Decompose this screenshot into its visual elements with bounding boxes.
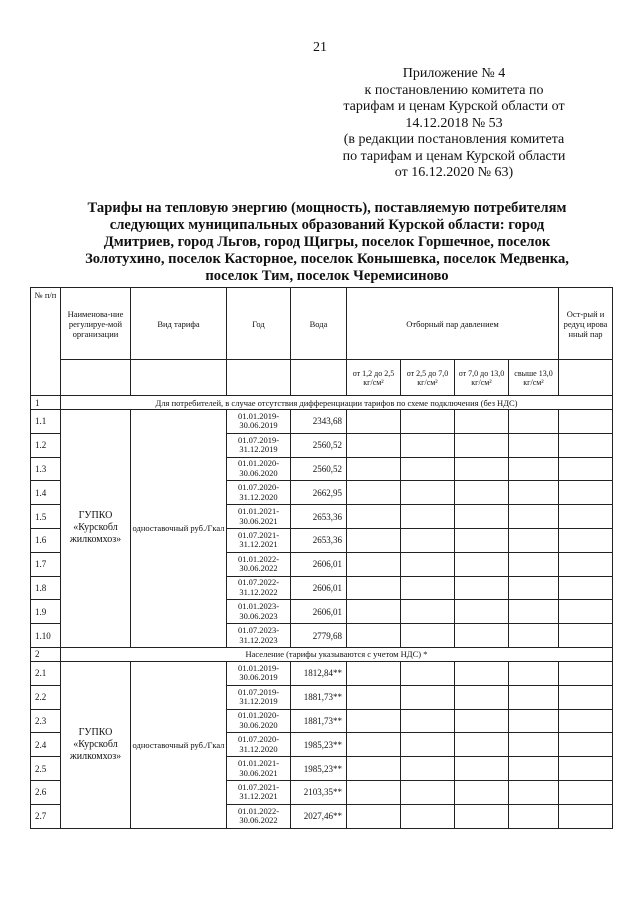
empty-cell [559,709,613,733]
water-tariff-value: 1881,73** [291,685,347,709]
row-number: 2.2 [31,685,61,709]
water-tariff-value: 2779,68 [291,624,347,648]
empty-cell [559,804,613,828]
tariff-period: 01.01.2021-30.06.2021 [227,757,291,781]
empty-cell [401,481,455,505]
empty-cell [455,552,509,576]
row-number: 2.6 [31,780,61,804]
empty-cell [401,552,455,576]
tariff-period: 01.07.2019-31.12.2019 [227,433,291,457]
title-line: поселок Тим, поселок Черемисиново [205,268,449,284]
empty-cell [401,661,455,685]
row-number: 1.8 [31,576,61,600]
water-tariff-value: 2027,46** [291,804,347,828]
tariffs-table [30,287,613,829]
water-tariff-value: 2606,01 [291,552,347,576]
empty-cell [455,733,509,757]
empty-cell [559,624,613,648]
tariff-period: 01.01.2022-30.06.2022 [227,552,291,576]
empty-cell [509,552,559,576]
row-number: 1.2 [31,433,61,457]
empty-cell [509,709,559,733]
empty-cell [455,757,509,781]
empty-cell [509,757,559,781]
empty-cell [401,733,455,757]
empty-cell [347,685,401,709]
water-tariff-value: 2606,01 [291,600,347,624]
empty-cell [509,685,559,709]
row-number: 1.7 [31,552,61,576]
title-line: Золотухино, поселок Касторное, поселок Конышевка, поселок Медвенка, [85,251,569,267]
title-line: Тарифы на тепловую энергию (мощность), поставляемую потребителям [87,200,567,216]
empty-cell [347,733,401,757]
section-title: Для потребителей, в случае отсутствия дифференциации тарифов по схеме подключения (без НДС) [61,396,613,410]
empty-cell [455,576,509,600]
empty-cell [509,457,559,481]
empty-cell [347,624,401,648]
empty-cell [559,685,613,709]
header-blank [61,360,131,396]
empty-cell [509,505,559,529]
water-tariff-value: 2606,01 [291,576,347,600]
header-blank [291,360,347,396]
empty-cell [347,505,401,529]
water-tariff-value: 2653,36 [291,505,347,529]
header-sharp-steam: Ост-рый и редуц ирова нный пар [559,288,613,360]
water-tariff-value: 2103,35** [291,780,347,804]
empty-cell [509,410,559,434]
empty-cell [401,528,455,552]
header-pressure-3: от 7,0 до 13,0 кг/см² [455,360,509,396]
table-row [31,410,613,434]
water-tariff-value: 2343,68 [291,410,347,434]
organization-name: ГУПКО «Курскобл жилкомхоз» [61,661,131,828]
empty-cell [509,576,559,600]
empty-cell [559,661,613,685]
section-title: Население (тарифы указываются с учетом НДС) * [61,647,613,661]
tariff-period: 01.07.2021-31.12.2021 [227,780,291,804]
water-tariff-value: 2560,52 [291,457,347,481]
tariff-period: 01.07.2019-31.12.2019 [227,685,291,709]
empty-cell [455,528,509,552]
empty-cell [347,780,401,804]
empty-cell [455,600,509,624]
empty-cell [455,804,509,828]
empty-cell [509,804,559,828]
empty-cell [559,433,613,457]
appendix-header [318,66,590,182]
section-row [31,396,613,410]
tariff-type: одноставочный руб./Гкал [131,410,227,648]
row-number: 1.10 [31,624,61,648]
header-subrow [31,360,613,396]
empty-cell [455,505,509,529]
row-number: 1.5 [31,505,61,529]
empty-cell [401,757,455,781]
empty-cell [559,757,613,781]
empty-cell [455,661,509,685]
empty-cell [401,457,455,481]
water-tariff-value: 1985,23** [291,757,347,781]
empty-cell [347,552,401,576]
organization-name: ГУПКО «Курскобл жилкомхоз» [61,410,131,648]
empty-cell [347,576,401,600]
empty-cell [455,433,509,457]
tariff-period: 01.01.2019-30.06.2019 [227,410,291,434]
empty-cell [509,624,559,648]
empty-cell [347,709,401,733]
empty-cell [509,780,559,804]
empty-cell [455,410,509,434]
empty-cell [559,505,613,529]
appendix-line: 14.12.2018 № 53 [405,115,503,131]
empty-cell [347,661,401,685]
water-tariff-value: 2560,52 [291,433,347,457]
row-number: 1.3 [31,457,61,481]
page-number: 21 [313,40,327,55]
tariff-period: 01.01.2020-30.06.2020 [227,709,291,733]
header-steam: Отборный пар давлением [347,288,559,360]
tariff-period: 01.07.2023-31.12.2023 [227,624,291,648]
tariff-period: 01.01.2021-30.06.2021 [227,505,291,529]
empty-cell [509,433,559,457]
header-blank [227,360,291,396]
empty-cell [559,481,613,505]
empty-cell [509,600,559,624]
empty-cell [509,661,559,685]
empty-cell [455,780,509,804]
section-row [31,647,613,661]
empty-cell [509,733,559,757]
empty-cell [559,552,613,576]
appendix-line: по тарифам и ценам Курской области [342,148,566,164]
empty-cell [559,600,613,624]
row-number: 1.6 [31,528,61,552]
empty-cell [401,576,455,600]
tariff-period: 01.01.2019-30.06.2019 [227,661,291,685]
header-year: Год [227,288,291,360]
header-pressure-1: от 1,2 до 2,5 кг/см² [347,360,401,396]
section-number: 2 [31,647,61,661]
header-num: № п/п [31,288,61,396]
empty-cell [347,433,401,457]
header-row [31,288,613,360]
empty-cell [559,410,613,434]
header-blank [131,360,227,396]
table-row [31,661,613,685]
tariff-period: 01.07.2020-31.12.2020 [227,481,291,505]
appendix-line: тарифам и ценам Курской области от [343,99,565,114]
empty-cell [455,457,509,481]
empty-cell [455,685,509,709]
appendix-line: от 16.12.2020 № 63) [394,165,514,180]
empty-cell [559,733,613,757]
empty-cell [401,410,455,434]
empty-cell [401,600,455,624]
empty-cell [401,505,455,529]
water-tariff-value: 1881,73** [291,709,347,733]
empty-cell [401,804,455,828]
tariff-period: 01.07.2021-31.12.2021 [227,528,291,552]
empty-cell [347,528,401,552]
header-org: Наименова-ние регулируе-мой организации [61,288,131,360]
empty-cell [509,481,559,505]
water-tariff-value: 1985,23** [291,733,347,757]
empty-cell [347,457,401,481]
appendix-line: (в редакции постановления комитета [343,132,565,147]
section-number: 1 [31,396,61,410]
tariff-period: 01.01.2023-30.06.2023 [227,600,291,624]
empty-cell [347,804,401,828]
empty-cell [509,528,559,552]
row-number: 1.1 [31,410,61,434]
empty-cell [401,433,455,457]
row-number: 1.9 [31,600,61,624]
header-water: Вода [291,288,347,360]
empty-cell [559,528,613,552]
row-number: 2.4 [31,733,61,757]
tariff-type: одноставочный руб./Гкал [131,661,227,828]
row-number: 1.4 [31,481,61,505]
empty-cell [401,780,455,804]
appendix-line: Приложение № 4 [402,66,506,81]
empty-cell [559,576,613,600]
row-number: 2.7 [31,804,61,828]
water-tariff-value: 1812,84** [291,661,347,685]
appendix-line: к постановлению комитета по [364,82,544,98]
tariff-period: 01.07.2020-31.12.2020 [227,733,291,757]
header-tariff-type: Вид тарифа [131,288,227,360]
empty-cell [347,410,401,434]
empty-cell [401,624,455,648]
tariff-period: 01.07.2022-31.12.2022 [227,576,291,600]
row-number: 2.1 [31,661,61,685]
water-tariff-value: 2662,95 [291,481,347,505]
empty-cell [347,600,401,624]
empty-cell [455,481,509,505]
title-line: Дмитриев, город Льгов, город Щигры, поселок Горшечное, поселок [103,234,551,250]
empty-cell [559,457,613,481]
empty-cell [347,481,401,505]
empty-cell [347,757,401,781]
empty-cell [455,709,509,733]
header-pressure-2: от 2,5 до 7,0 кг/см² [401,360,455,396]
title-line: следующих муниципальных образований Курской области: город [109,217,545,233]
empty-cell [559,780,613,804]
water-tariff-value: 2653,36 [291,528,347,552]
header-pressure-4: свыше 13,0 кг/см² [509,360,559,396]
empty-cell [401,709,455,733]
empty-cell [401,685,455,709]
row-number: 2.5 [31,757,61,781]
document-title [40,200,614,285]
header-blank [559,360,613,396]
tariff-period: 01.01.2020-30.06.2020 [227,457,291,481]
row-number: 2.3 [31,709,61,733]
empty-cell [455,624,509,648]
tariff-period: 01.01.2022-30.06.2022 [227,804,291,828]
